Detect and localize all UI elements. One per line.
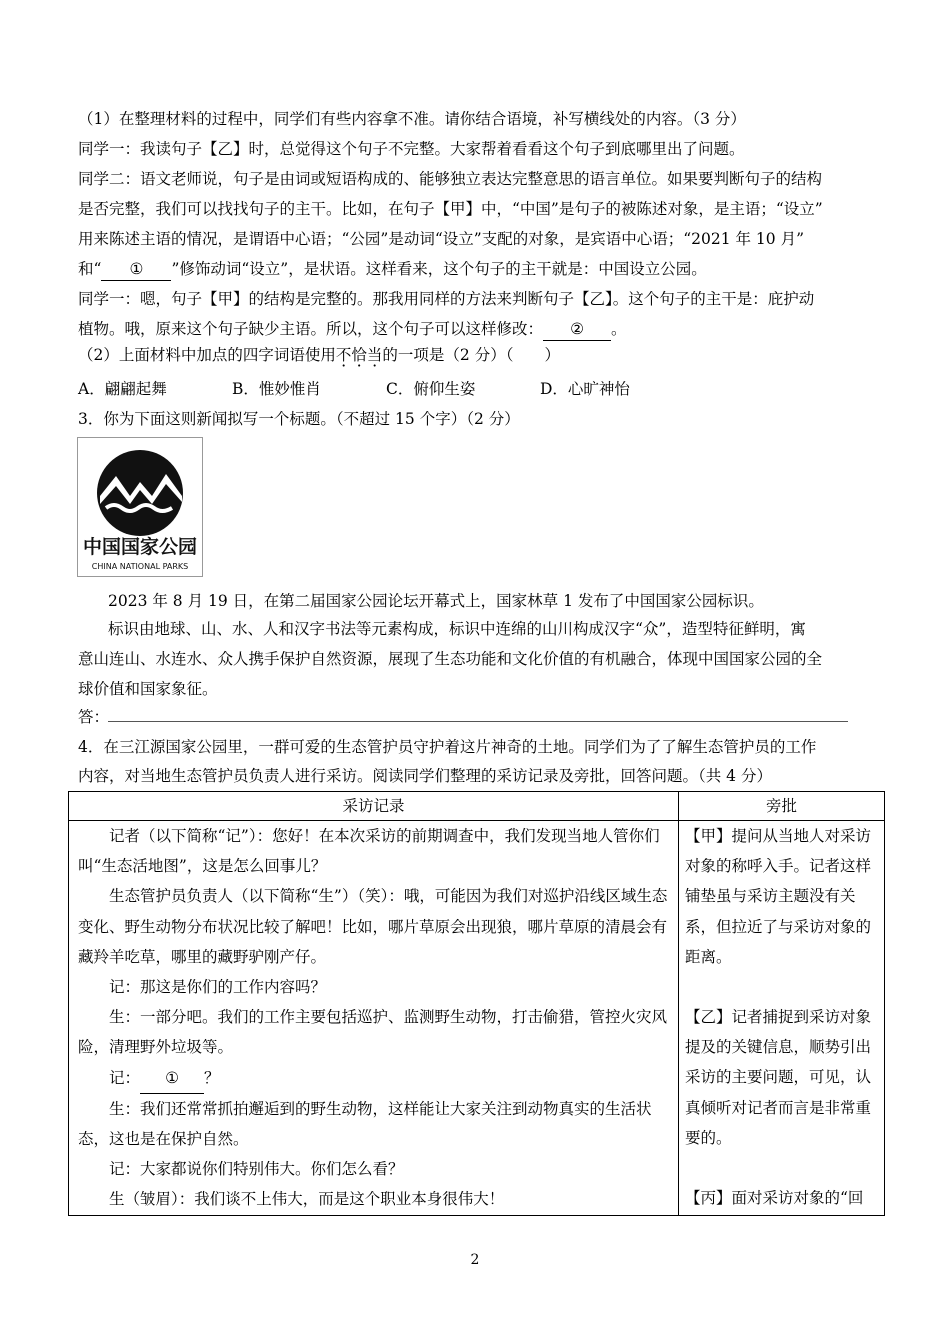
news-paragraph: 标识由地球、山、水、人和汉字书法等元素构成，标识中连绵的山川构成汉字“众”，造型特征鲜明，寓 (108, 620, 806, 638)
emphasis-char: 当 (366, 346, 383, 364)
text: （2）上面材料中加点的四字词语使用 (78, 346, 336, 364)
question-4-prompt: 内容，对当地生态管护员负责人进行采访。阅读同学们整理的采访记录及旁批，回答问题。（共 4 分） (78, 767, 772, 785)
side-note-cell (679, 821, 885, 1216)
answer-line[interactable] (108, 721, 848, 722)
text: 记： (109, 1068, 141, 1087)
mountains-logo-icon (78, 438, 202, 576)
record-paragraph (69, 1063, 678, 1094)
fill-blank-1[interactable]: ① (101, 258, 171, 281)
dialogue-line (78, 318, 627, 341)
dialogue-line: 同学二：语文老师说，句子是由词或短语构成的、能够独立表达完整意思的语言单位。如果要判断句子的结构 (78, 170, 823, 188)
header-record: 采访记录 (69, 792, 679, 821)
side-note-bing: 【丙】面对采访对象的“回 (685, 1189, 864, 1208)
china-national-parks-logo (77, 437, 203, 577)
question-3-prompt: 3．你为下面这则新闻拟写一个标题。（不超过 15 个字）（2 分） (78, 410, 520, 428)
record-paragraph: 记：那这是你们的工作内容吗？ (109, 978, 327, 997)
logo-cn-text: 中国国家公园 (82, 536, 198, 558)
answer-label: 答： (78, 708, 110, 726)
record-paragraph: 生（皱眉）：我们谈不上伟大，而是这个职业本身很伟大！ (109, 1190, 505, 1209)
sub-question-1-prompt: （1）在整理材料的过程中，同学们有些内容拿不准。请你结合语境，补写横线处的内容。（3 分） (78, 110, 746, 128)
question-4-prompt: 4．在三江源国家公园里，一群可爱的生态管护员守护着这片神奇的土地。同学们为了了解生态管护员的工作 (78, 738, 817, 756)
fill-blank-2[interactable]: ② (543, 318, 611, 341)
record-paragraph: 生态管护员负责人（以下简称“生”）（笑）：哦，可能因为我们对巡护沿线区域生态变化、野生动物分布状况比较了解吧！比如，哪片草原会出现狼，哪片草原的清晨会有藏羚羊吃草，哪里的藏野驴刚产仔。 (78, 887, 668, 966)
option-a[interactable]: A．翩翩起舞 (78, 380, 167, 398)
option-c[interactable]: C．俯仰生姿 (386, 380, 476, 398)
text: 。 (611, 320, 627, 338)
text: ？ (204, 1068, 220, 1087)
interview-record-cell (69, 821, 679, 1216)
logo-en-text: CHINA NATIONAL PARKS (91, 562, 189, 571)
news-paragraph: 2023 年 8 月 19 日，在第二届国家公园论坛开幕式上，国家林草 1 发布了中国国家公园标识。 (108, 592, 764, 610)
record-paragraph: 生：我们还常常抓拍邂逅到的野生动物，这样能让大家关注到动物真实的生活状态，这也是在保护自然。 (78, 1099, 652, 1149)
text: ”修饰动词“设立”，是状语。这样看来，这个句子的主干就是：中国设立公园。 (171, 260, 707, 278)
news-paragraph: 球价值和国家象征。 (78, 680, 218, 698)
dialogue-line: 是否完整，我们可以找找句子的主干。比如，在句子【甲】中，“中国”是句子的被陈述对象，是主语；“设立” (78, 200, 823, 218)
header-side: 旁批 (679, 792, 885, 821)
page-number: 2 (470, 1252, 480, 1268)
dialogue-line (78, 258, 707, 281)
option-b[interactable]: B．惟妙惟肖 (232, 380, 321, 398)
record-paragraph: 生：一部分吧。我们的工作主要包括巡护、监测野生动物，打击偷猎，管控火灾风险，清理野外垃圾等。 (78, 1008, 668, 1057)
text: 的一项是（2 分）（ ） (382, 346, 560, 364)
options-row (78, 378, 630, 400)
side-note-jia: 【甲】提问从当地人对采访对象的称呼入手。记者这样铺垫虽与采访主题没有关系，但拉近了与采访对象的距离。 (685, 827, 872, 966)
option-d[interactable]: D．心旷神怡 (540, 380, 630, 398)
side-note-yi: 【乙】记者捕捉到采访对象提及的关键信息，顺势引出采访的主要问题，可见，认真倾听对记者而言是非常重要的。 (685, 1008, 872, 1147)
sub-question-2-prompt (78, 344, 560, 366)
record-paragraph: 记：大家都说你们特别伟大。你们怎么看？ (109, 1160, 404, 1179)
dialogue-line: 同学一：我读句子【乙】时，总觉得这个句子不完整。大家帮着看看这个句子到底哪里出了问题。 (78, 140, 745, 158)
text: 植物。哦，原来这个句子缺少主语。所以，这个句子可以这样修改： (78, 320, 544, 338)
interview-table (68, 791, 885, 1216)
fill-blank-1[interactable]: ① (140, 1063, 204, 1094)
emphasis-char: 恰 (351, 346, 367, 364)
dialogue-line: 用来陈述主语的情况，是谓语中心语；“公园”是动词“设立”支配的对象，是宾语中心语；“2021 年 10 月” (78, 230, 804, 248)
emphasis-char: 不 (335, 346, 352, 364)
news-paragraph: 意山连山、水连水、众人携手保护自然资源，展现了生态功能和文化价值的有机融合，体现中国国家公园的全 (78, 650, 823, 668)
record-paragraph: 记者（以下简称“记”）：您好！在本次采访的前期调查中，我们发现当地人管你们叫“生态活地图”，这是怎么回事儿？ (78, 827, 660, 876)
dialogue-line: 同学一：嗯，句子【甲】的结构是完整的。那我用同样的方法来判断句子【乙】。这个句子的主干是：庇护动 (78, 290, 815, 308)
text: 和“ (78, 260, 102, 278)
